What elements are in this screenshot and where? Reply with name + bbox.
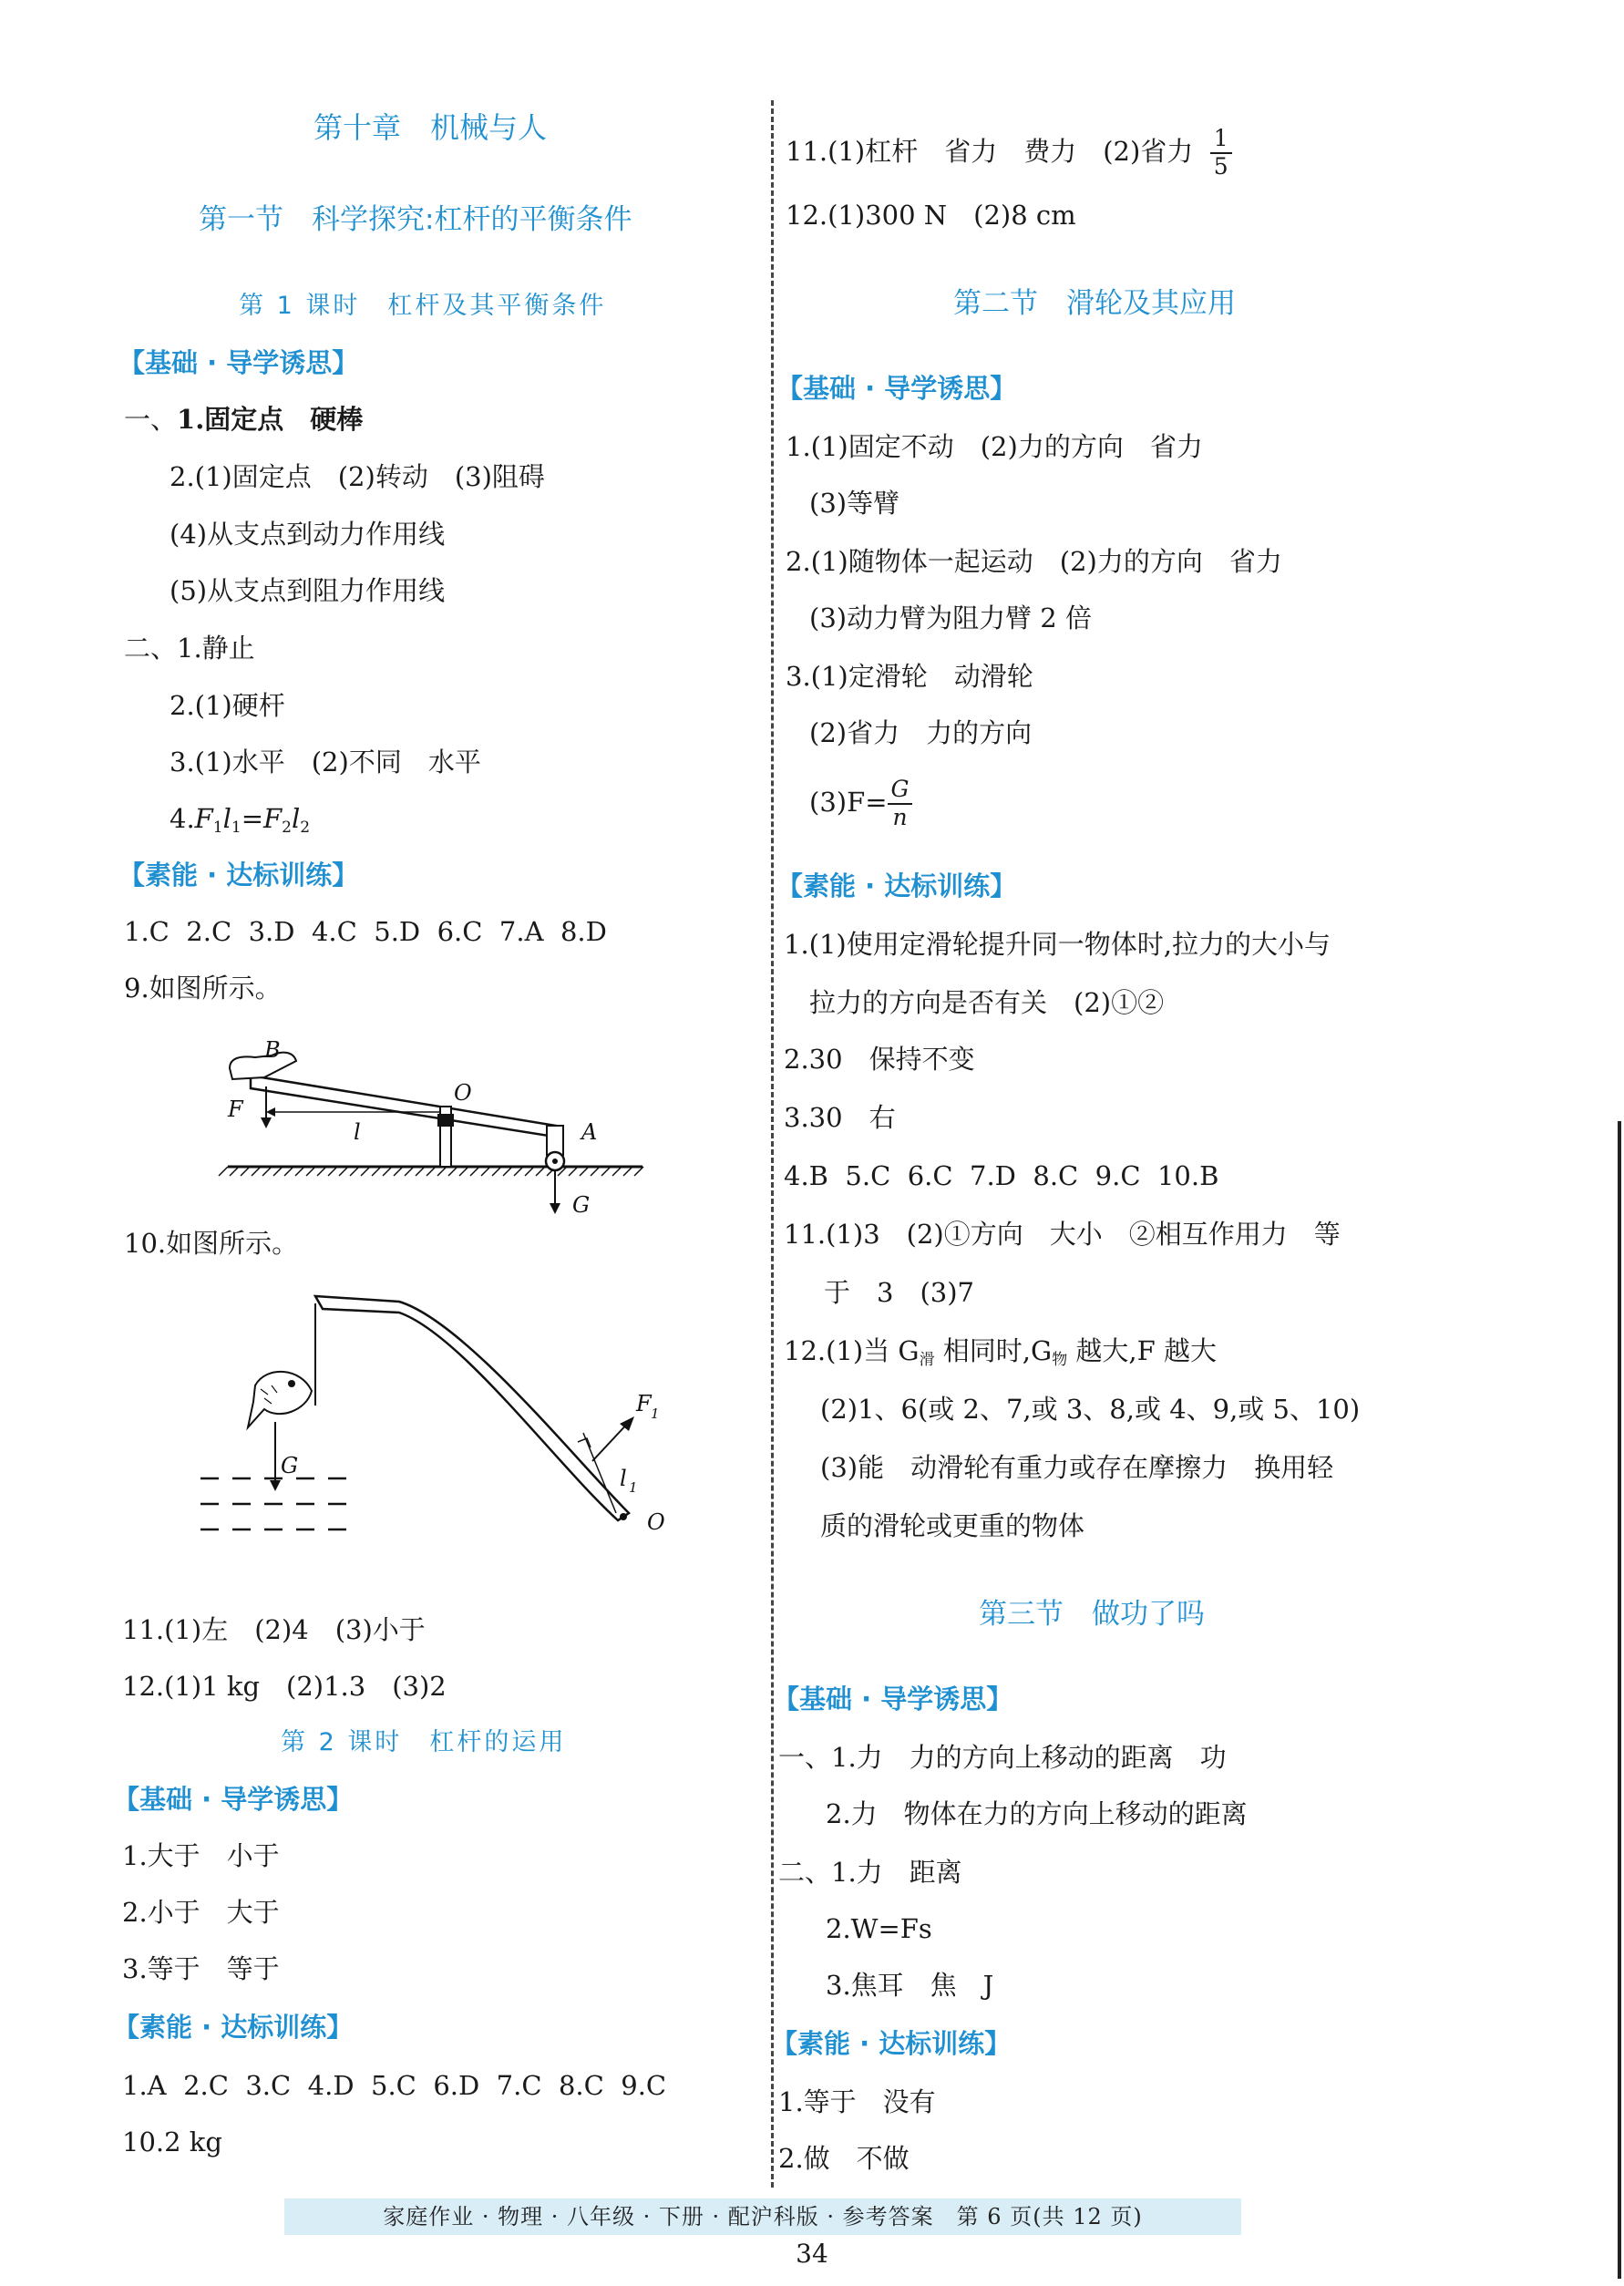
answer-line: 拉力的方向是否有关 (2)①②	[809, 987, 1165, 1018]
section-tag: 【基础 · 导学诱思】	[118, 347, 359, 378]
answer-line: 12.(1)300 N (2)8 cm	[786, 200, 1076, 231]
answer-line: 2.(1)硬杆	[170, 690, 285, 721]
answer-line: 2.(1)固定点 (2)转动 (3)阻碍	[170, 461, 545, 492]
answer-line: 11.(1)左 (2)4 (3)小于	[122, 1614, 426, 1645]
label-B: B	[264, 1037, 281, 1063]
answer-line: 1.(1)固定不动 (2)力的方向 省力	[786, 431, 1203, 462]
section-tag: 【素能 · 达标训练】	[118, 860, 359, 891]
answer-line: 3.30 右	[784, 1102, 896, 1133]
label-F1: F	[636, 1391, 652, 1416]
answer-line: (3)等臂	[809, 488, 900, 519]
answer-line: 2.(1)随物体一起运动 (2)力的方向 省力	[786, 546, 1282, 577]
answer-line: 3.(1)水平 (2)不同 水平	[170, 747, 481, 777]
lesson-title-1: 第 1 课时 杠杆及其平衡条件	[239, 292, 607, 320]
formula-line: $4.F_1l_1=F_2l_2$	[170, 803, 311, 837]
answer-line: 10.2 kg	[122, 2126, 222, 2157]
section-title: 第二节 滑轮及其应用	[953, 287, 1236, 320]
section-tag: 【基础 · 导学诱思】	[773, 1684, 1013, 1714]
answer-line: 3.焦耳 焦 J	[826, 1970, 994, 2001]
label-l1: l	[620, 1466, 627, 1491]
mc-answers: 4.B 5.C 6.C 7.D 8.C 9.C 10.B	[784, 1160, 1219, 1191]
answer-line: 1.大于 小于	[122, 1840, 280, 1871]
section-tag: 【素能 · 达标训练】	[113, 2012, 354, 2043]
answer-line: 质的滑轮或更重的物体	[820, 1510, 1085, 1541]
answer-line: 2.力 物体在力的方向上移动的距离	[826, 1798, 1248, 1829]
answer-line: 一、1.固定点 硬棒	[124, 404, 364, 435]
answer-line: 11.(1)杠杆 省力 费力 (2)省力 $\frac{1}{5}$	[786, 126, 1232, 180]
footer-bar: 家庭作业 · 物理 · 八年级 · 下册 · 配沪科版 · 参考答案 第 6 页(共 12 页)	[284, 2198, 1241, 2235]
answer-line: 12.(1)1 kg (2)1.3 (3)2	[122, 1671, 447, 1702]
label-O: O	[647, 1509, 665, 1535]
label-l1-sub: 1	[629, 1479, 638, 1496]
answer-line: 3.(1)定滑轮 动滑轮	[786, 661, 1033, 692]
section-tag: 【基础 · 导学诱思】	[776, 373, 1017, 404]
lesson-title-2: 第 2 课时 杠杆的运用	[281, 1728, 567, 1756]
answer-line: 3.等于 等于	[122, 1953, 280, 1984]
answer-line: 1.等于 没有	[778, 2086, 936, 2117]
mc-answers: 1.A 2.C 3.C 4.D 5.C 6.D 7.C 8.C 9.C	[122, 2070, 667, 2101]
label-O: O	[454, 1080, 472, 1106]
answer-line: 12.(1)当 $G_滑$ 相同时$,G_物$ 越大,F 越大	[784, 1335, 1217, 1369]
answer-line: (5)从支点到阻力作用线	[170, 575, 446, 606]
answer-line: 2.30 保持不变	[784, 1044, 975, 1075]
section-title: 第一节 科学探究:杠杆的平衡条件	[199, 203, 632, 236]
label-F: F	[228, 1097, 243, 1122]
answer-line: 9.如图所示。	[124, 973, 282, 1004]
formula-line: (3)F= $\frac{G}{n}$	[809, 777, 912, 831]
chapter-title: 第十章 机械与人	[313, 110, 548, 145]
label-G: G	[572, 1192, 591, 1218]
section-tag: 【素能 · 达标训练】	[771, 2028, 1012, 2059]
answer-line: 10.如图所示。	[124, 1228, 299, 1259]
fraction: $\frac{G}{n}$	[888, 777, 913, 831]
answer-line: 1.(1)使用定滑轮提升同一物体时,拉力的大小与	[784, 929, 1331, 960]
section-tag: 【素能 · 达标训练】	[776, 870, 1017, 901]
answer-line: (2)1、6(或 2、7,或 3、8,或 4、9,或 5、10)	[820, 1394, 1361, 1425]
answer-line: 一、1.力 力的方向上移动的距离 功	[778, 1742, 1227, 1773]
answer-line: (4)从支点到动力作用线	[170, 519, 446, 550]
scan-edge	[1618, 1121, 1621, 2279]
answer-line: (2)省力 力的方向	[809, 717, 1033, 748]
fraction: $\frac{1}{5}$	[1210, 126, 1232, 180]
label-l: l	[354, 1119, 361, 1145]
label-F1-sub: 1	[651, 1406, 660, 1422]
answer-line: 二、1.静止	[124, 633, 255, 664]
lever-diagram-1	[210, 1030, 656, 1231]
answer-line: (3)动力臂为阻力臂 2 倍	[809, 602, 1092, 633]
label-G: G	[281, 1453, 299, 1478]
mc-answers: 1.C 2.C 3.D 4.C 5.D 6.C 7.A 8.D	[124, 916, 607, 947]
answer-line: 2.小于 大于	[122, 1897, 280, 1928]
answer-line: 2.W=Fs	[826, 1913, 932, 1944]
answer-line: 2.做 不做	[778, 2143, 910, 2174]
label-A: A	[581, 1119, 598, 1145]
answer-line: (3)能 动滑轮有重力或存在摩擦力 换用轻	[820, 1452, 1334, 1483]
section-tag: 【基础 · 导学诱思】	[113, 1784, 354, 1815]
page-number: 34	[796, 2239, 828, 2269]
answer-line: 二、1.力 距离	[778, 1857, 962, 1888]
column-divider	[771, 100, 774, 2188]
answer-line: 11.(1)3 (2)①方向 大小 ②相互作用力 等	[784, 1219, 1341, 1250]
fishing-rod-diagram	[191, 1285, 684, 1550]
section-title: 第三节 做功了吗	[979, 1598, 1205, 1631]
answer-line: 于 3 (3)7	[824, 1277, 974, 1308]
